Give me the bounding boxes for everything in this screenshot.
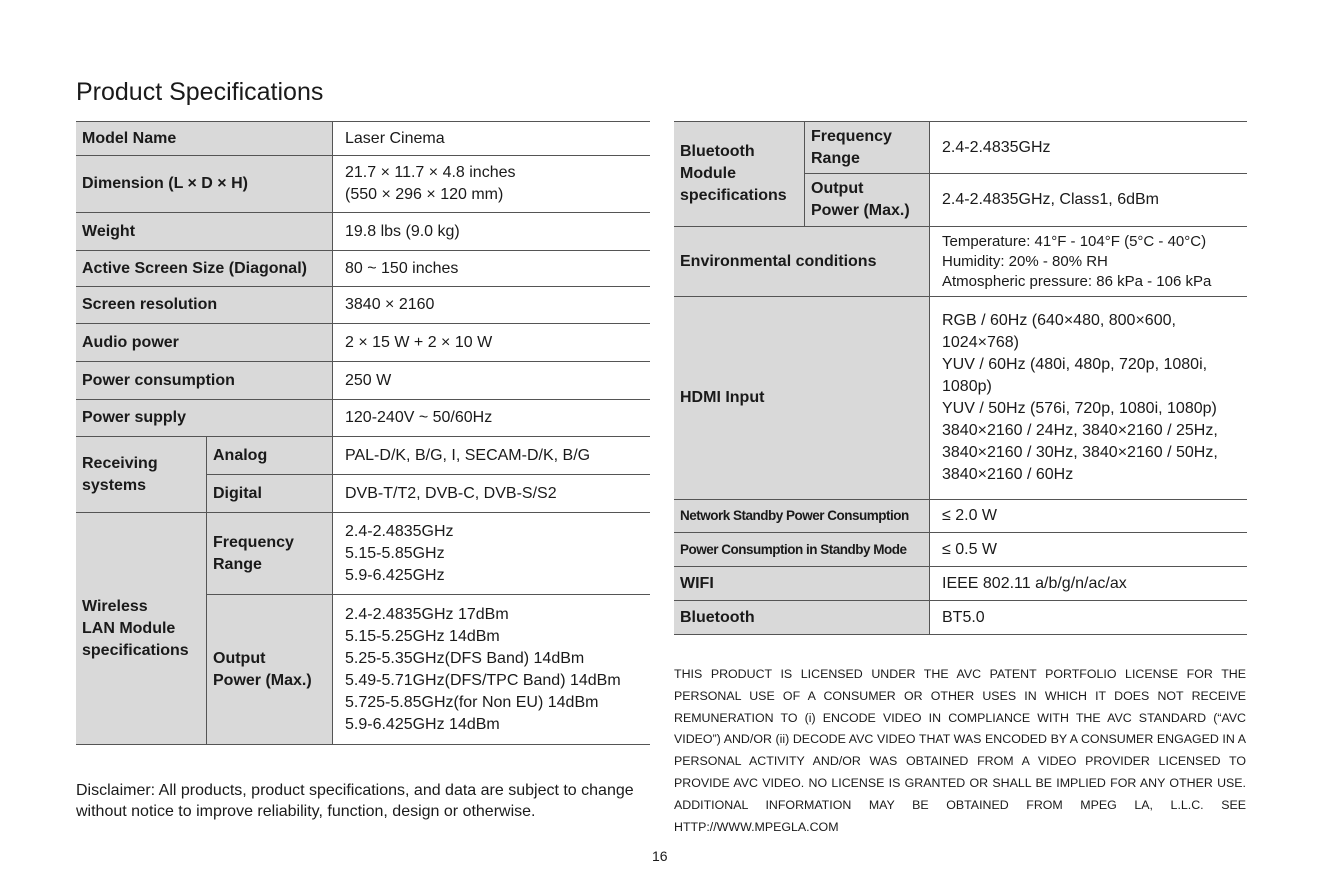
row-value: ≤ 0.5 W [930, 533, 1248, 567]
environmental-label: Environmental conditions [674, 227, 930, 297]
wireless-frequency-value: 2.4-2.4835GHz 5.15-5.85GHz 5.9-6.425GHz [333, 513, 651, 595]
table-row [76, 324, 650, 362]
spec-table-right [674, 121, 1247, 635]
row-label: Model Name [76, 122, 333, 156]
row-label: Dimension (L × D × H) [76, 156, 333, 213]
page-number: 16 [652, 848, 668, 864]
row-value: 250 W [333, 362, 651, 400]
table-row [76, 251, 650, 287]
page-title: Product Specifications [76, 78, 324, 106]
row-label: Power supply [76, 400, 333, 437]
environmental-value: Temperature: 41°F - 104°F (5°C - 40°C) Humidity: 20% - 80% RH Atmospheric pressure: 86 kPa - 106 kPa [930, 227, 1248, 297]
table-row [674, 227, 1247, 297]
row-value: ≤ 2.0 W [930, 500, 1248, 533]
row-label: Bluetooth [674, 601, 930, 635]
row-value: IEEE 802.11 a/b/g/n/ac/ax [930, 567, 1248, 601]
table-row [76, 400, 650, 437]
table-row [76, 513, 650, 595]
row-value: BT5.0 [930, 601, 1248, 635]
row-value: 3840 × 2160 [333, 287, 651, 324]
table-row [76, 437, 650, 475]
bluetooth-module-label: Bluetooth Module specifications [674, 122, 805, 227]
digital-value: DVB-T/T2, DVB-C, DVB-S/S2 [333, 475, 651, 513]
row-label: Active Screen Size (Diagonal) [76, 251, 333, 287]
hdmi-input-label: HDMI Input [674, 297, 930, 500]
bt-frequency-label: Frequency Range [805, 122, 930, 174]
row-label: WIFI [674, 567, 930, 601]
table-row [674, 122, 1247, 174]
table-row [76, 156, 650, 213]
spec-table-left [76, 121, 650, 745]
table-row [674, 567, 1247, 601]
table-row [76, 362, 650, 400]
wireless-power-value: 2.4-2.4835GHz 17dBm 5.15-5.25GHz 14dBm 5.25-5.35GHz(DFS Band) 14dBm 5.49-5.71GHz(DFS/TPC Band) 14dBm 5.725-5.85GHz(for Non EU) 14dBm 5.9-6.425GHz 14dBm [333, 595, 651, 745]
avc-license-text: THIS PRODUCT IS LICENSED UNDER THE AVC PATENT PORTFOLIO LICENSE FOR THE PERSONAL USE OF A CONSUMER OR OTHER USES IN WHICH IT DOES NOT RECEIVE REMUNERATION TO (i) ENCODE VIDEO IN COMPLIANCE WITH THE AVC STANDARD (“AVC VIDEO”) AND/OR (ii) DECODE AVC VIDEO THAT WAS ENCODED BY A CONSUMER ENGAGED IN A PERSONAL ACTIVITY AND/OR WAS OBTAINED FROM A VIDEO PROVIDER LICENSED TO PROVIDE AVC VIDEO. NO LICENSE IS GRANTED OR SHALL BE IMPLIED FOR ANY OTHER USE. ADDITIONAL INFORMATION MAY BE OBTAINED FROM MPEG LA, L.L.C. SEE HTTP://WWW.MPEGLA.COM [674, 667, 1246, 834]
bt-frequency-value: 2.4-2.4835GHz [930, 122, 1248, 174]
row-value: 80 ~ 150 inches [333, 251, 651, 287]
bt-power-label: Output Power (Max.) [805, 174, 930, 227]
table-row [76, 213, 650, 251]
wireless-power-label: Output Power (Max.) [207, 595, 333, 745]
table-row [674, 297, 1247, 500]
analog-label: Analog [207, 437, 333, 475]
row-value: 2 × 15 W + 2 × 10 W [333, 324, 651, 362]
disclaimer-text: Disclaimer: All products, product specifications, and data are subject to change without notice to improve reliability, function, design or otherwise. [76, 782, 634, 820]
row-label: Power consumption [76, 362, 333, 400]
wireless-lan-label: Wireless LAN Module specifications [76, 513, 207, 745]
table-row [76, 122, 650, 156]
row-label: Network Standby Power Consumption [674, 500, 930, 533]
analog-value: PAL-D/K, B/G, I, SECAM-D/K, B/G [333, 437, 651, 475]
table-row [76, 287, 650, 324]
row-value: 19.8 lbs (9.0 kg) [333, 213, 651, 251]
digital-label: Digital [207, 475, 333, 513]
receiving-systems-label: Receiving systems [76, 437, 207, 513]
table-row [674, 601, 1247, 635]
row-label: Screen resolution [76, 287, 333, 324]
row-value: Laser Cinema [333, 122, 651, 156]
wireless-frequency-label: Frequency Range [207, 513, 333, 595]
row-value: 21.7 × 11.7 × 4.8 inches (550 × 296 × 120 mm) [333, 156, 651, 213]
hdmi-input-value: RGB / 60Hz (640×480, 800×600, 1024×768) YUV / 60Hz (480i, 480p, 720p, 1080i, 1080p) YUV / 50Hz (576i, 720p, 1080i, 1080p) 3840×2160 / 24Hz, 3840×2160 / 25Hz, 3840×2160 / 30Hz, 3840×2160 / 50Hz, 3840×2160 / 60Hz [930, 297, 1248, 500]
table-row [674, 533, 1247, 567]
row-label: Weight [76, 213, 333, 251]
table-row [674, 500, 1247, 533]
row-label: Audio power [76, 324, 333, 362]
bt-power-value: 2.4-2.4835GHz, Class1, 6dBm [930, 174, 1248, 227]
row-label: Power Consumption in Standby Mode [674, 533, 930, 567]
row-value: 120-240V ~ 50/60Hz [333, 400, 651, 437]
